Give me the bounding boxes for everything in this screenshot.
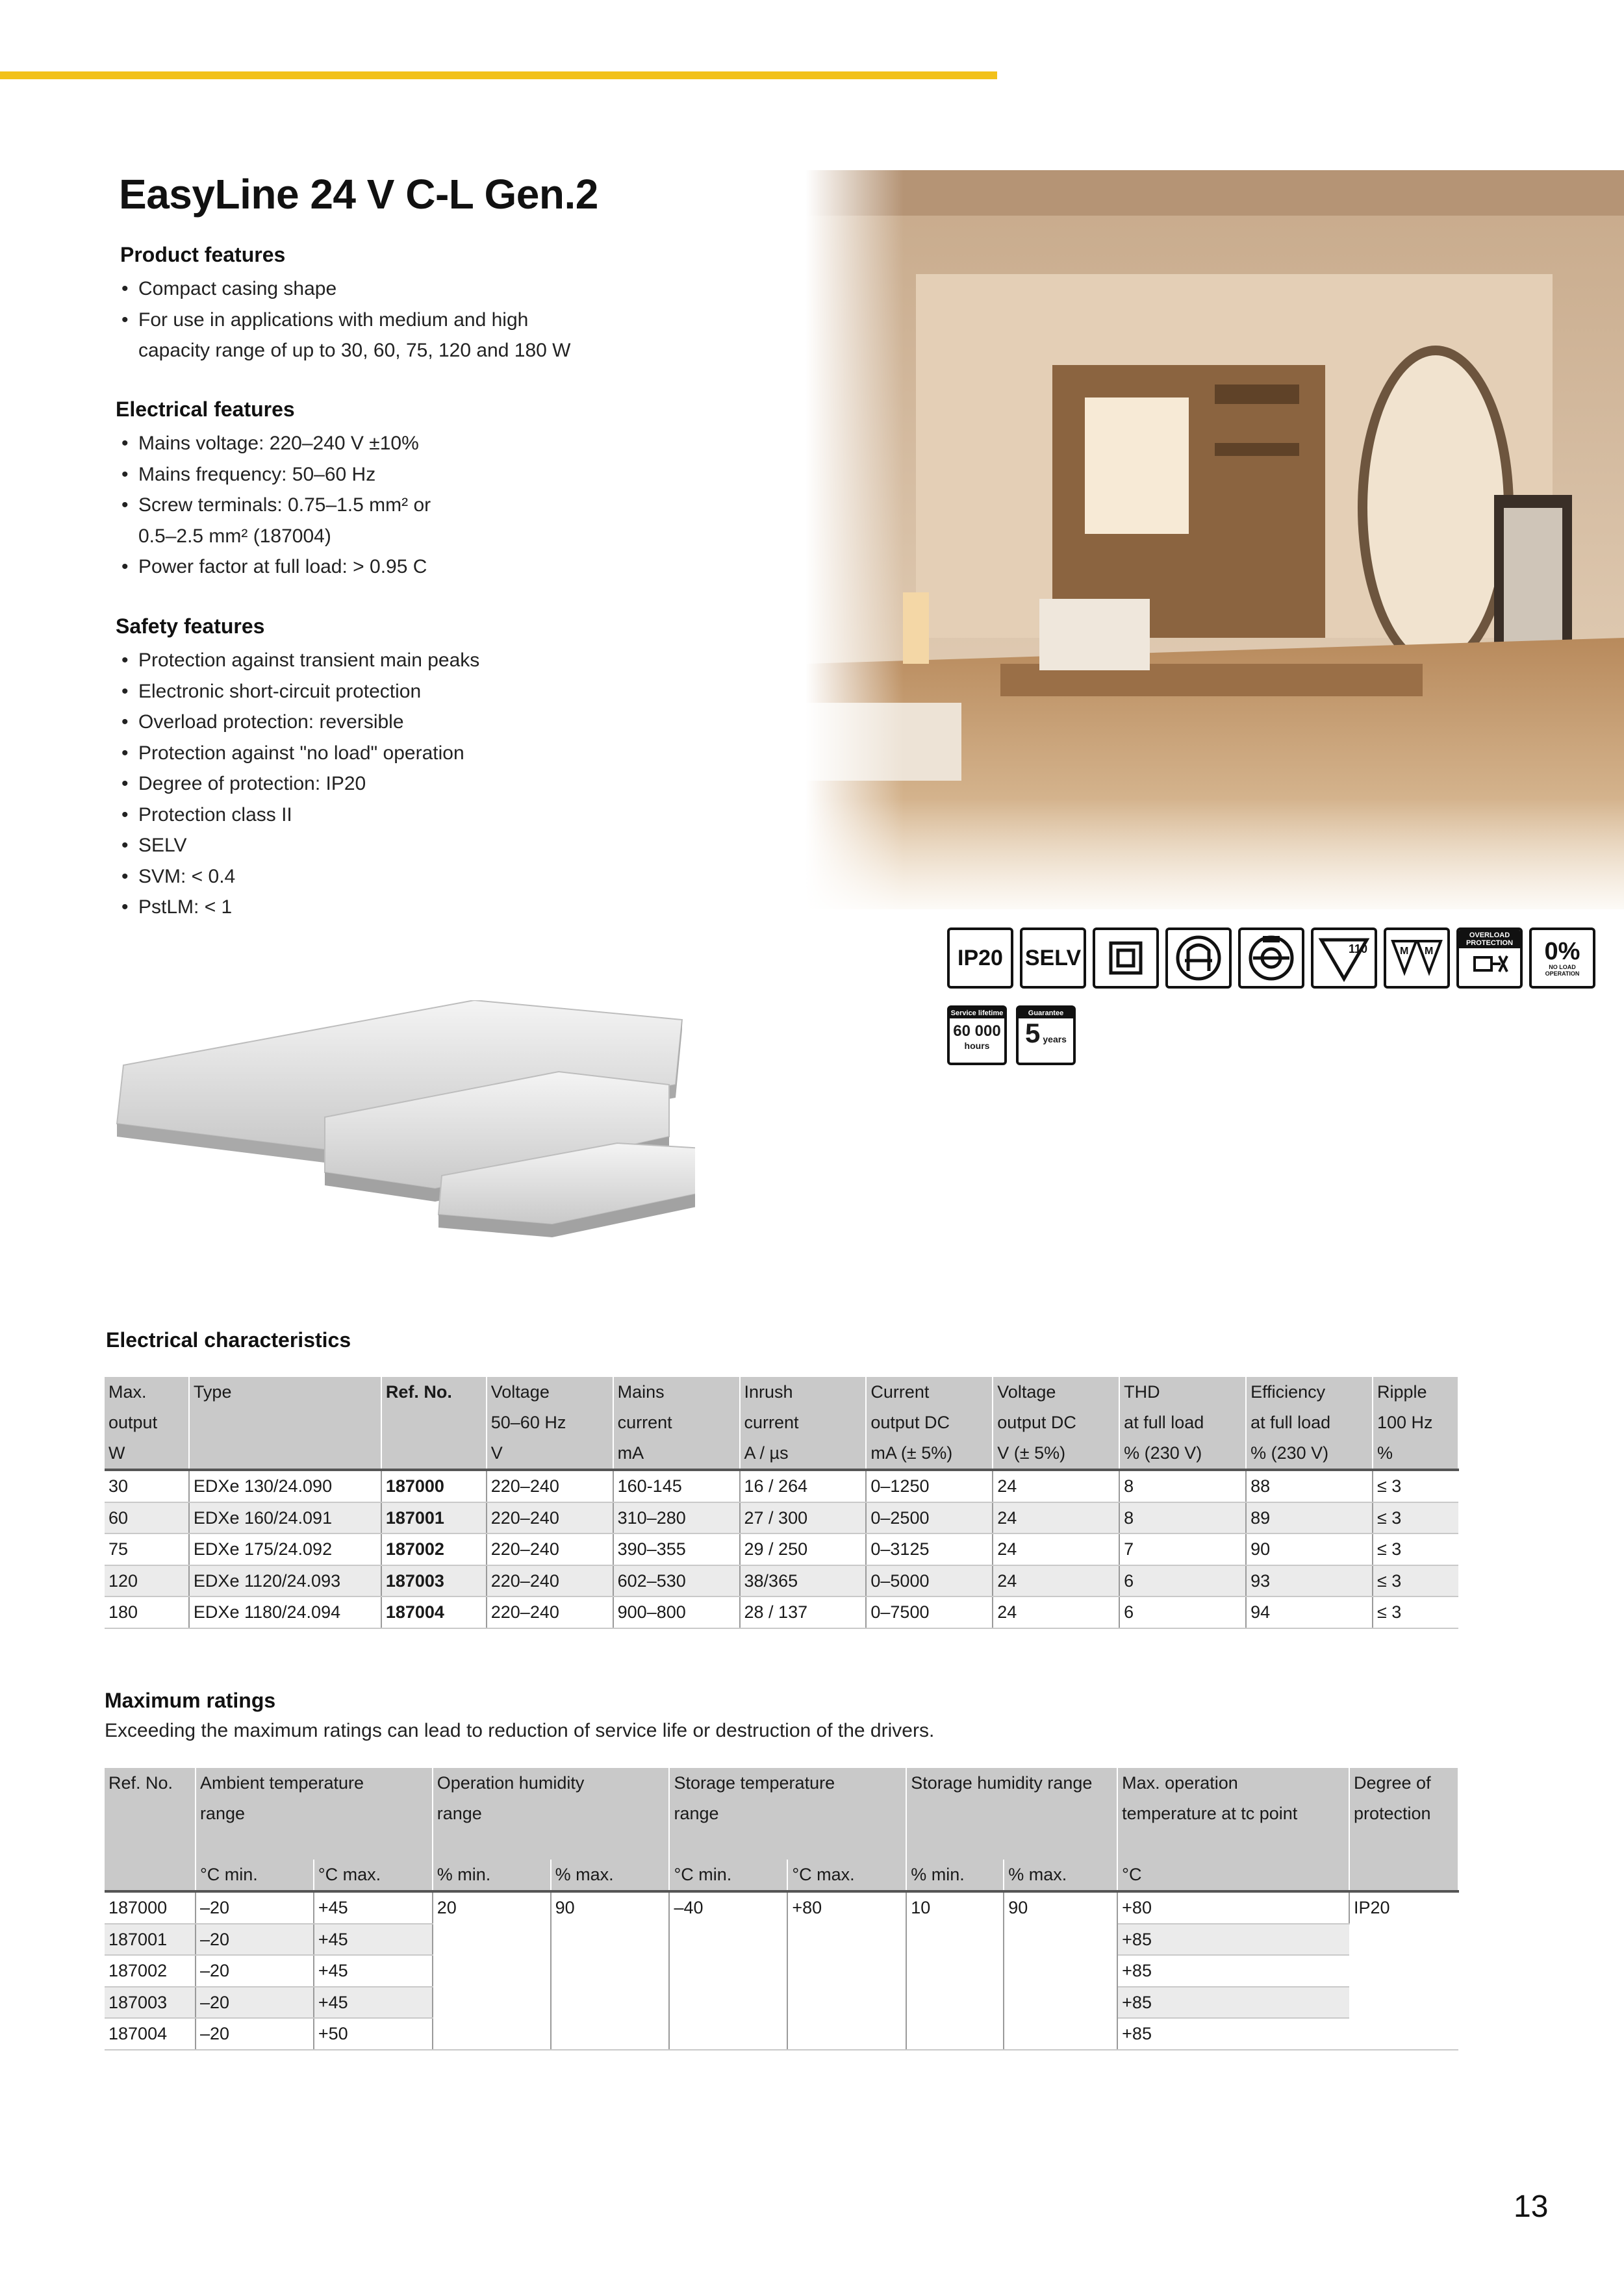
header-cell: Max. operation temperature at tc point — [1117, 1768, 1349, 1860]
header-cell: Ripple 100 Hz % — [1373, 1377, 1458, 1470]
noload-sub: NO LOAD OPERATION — [1545, 964, 1580, 977]
table-cell: +50 — [314, 2018, 433, 2050]
safety-features-list — [119, 645, 479, 923]
table-cell: 8 — [1119, 1470, 1246, 1502]
table-cell: 187002 — [381, 1533, 487, 1565]
table-cell: 16 / 264 — [740, 1470, 867, 1502]
table-cell: +85 — [1117, 1955, 1349, 1987]
independent-control-gear-icon — [1165, 927, 1232, 989]
table-cell: 120 — [105, 1565, 189, 1597]
table-cell: 90 — [551, 1891, 670, 2050]
table-cell: 220–240 — [487, 1596, 613, 1628]
table-cell: 29 / 250 — [740, 1533, 867, 1565]
table-cell: 24 — [993, 1533, 1119, 1565]
overload-label: OVERLOAD PROTECTION — [1459, 930, 1520, 948]
maximum-ratings-heading: Maximum ratings — [105, 1689, 276, 1712]
list-item: • Protection against "no load" operation — [119, 738, 479, 769]
header-cell: % max. — [551, 1860, 670, 1891]
table-cell: 0–3125 — [866, 1533, 993, 1565]
table-cell: –20 — [196, 1891, 314, 1924]
table-cell: 24 — [993, 1596, 1119, 1628]
table-cell: EDXe 175/24.092 — [189, 1533, 381, 1565]
list-item: • SELV — [119, 830, 479, 861]
table-cell: 187000 — [381, 1470, 487, 1502]
table-row — [105, 1565, 1458, 1597]
page-title: EasyLine 24 V C-L Gen.2 — [119, 171, 598, 218]
svg-text:M: M — [1400, 946, 1409, 957]
table-cell: 6 — [1119, 1596, 1246, 1628]
table-cell: ≤ 3 — [1373, 1533, 1458, 1565]
electrical-features-list — [119, 428, 431, 583]
table-cell: 8 — [1119, 1502, 1246, 1534]
list-item: 0.5–2.5 mm² (187004) — [138, 525, 331, 547]
list-item: • Protection class II — [119, 800, 479, 831]
header-cell: % max. — [1004, 1860, 1117, 1891]
certification-icons — [947, 927, 1595, 989]
header-cell: Inrush current A / µs — [740, 1377, 867, 1470]
table-cell: 6 — [1119, 1565, 1246, 1597]
table-cell: 187001 — [381, 1502, 487, 1534]
table-cell: 0–5000 — [866, 1565, 993, 1597]
header-cell: Operation humidity range — [433, 1768, 670, 1860]
table-row — [105, 1502, 1458, 1534]
maximum-ratings-table — [105, 1768, 1459, 2050]
table-cell: +85 — [1117, 2018, 1349, 2050]
header-cell: °C — [1117, 1860, 1349, 1891]
table-cell: 0–7500 — [866, 1596, 993, 1628]
table-cell: +80 — [787, 1891, 906, 2050]
header-cell: % min. — [433, 1860, 551, 1891]
list-item: • Protection against transient main peaks — [119, 645, 479, 676]
table-cell: +45 — [314, 1924, 433, 1956]
header-cell: Efficiency at full load % (230 V) — [1246, 1377, 1373, 1470]
overload-protection-icon — [1456, 927, 1523, 989]
ip20-icon: IP20 — [947, 927, 1013, 989]
table-row — [105, 1533, 1458, 1565]
product-features-heading: Product features — [120, 243, 286, 266]
header-cell: Current output DC mA (± 5%) — [866, 1377, 993, 1470]
table-row — [105, 1596, 1458, 1628]
thermal-protection-icon — [1238, 927, 1304, 989]
list-item: • Degree of protection: IP20 — [119, 768, 479, 800]
table-cell: 0–1250 — [866, 1470, 993, 1502]
table-cell: 220–240 — [487, 1533, 613, 1565]
noload-pct: 0% — [1544, 938, 1580, 965]
table-cell: 28 / 137 — [740, 1596, 867, 1628]
selv-icon: SELV — [1020, 927, 1086, 989]
electrical-features-heading: Electrical features — [116, 397, 295, 421]
table-cell: IP20 — [1349, 1891, 1458, 2050]
table-cell: +85 — [1117, 1987, 1349, 2019]
table-cell: +80 — [1117, 1891, 1349, 1924]
table-cell: 24 — [993, 1470, 1119, 1502]
header-cell: Degree of protection — [1349, 1768, 1458, 1860]
header-cell: °C max. — [787, 1860, 906, 1891]
header-cell: Mains current mA — [613, 1377, 740, 1470]
list-item: • Screw terminals: 0.75–1.5 mm² or — [119, 490, 431, 521]
table-cell: +85 — [1117, 1924, 1349, 1956]
svg-text:M: M — [1425, 946, 1434, 957]
header-cell: THD at full load % (230 V) — [1119, 1377, 1246, 1470]
table-cell: 60 — [105, 1502, 189, 1534]
table-cell: +45 — [314, 1891, 433, 1924]
header-cell: Type — [189, 1377, 381, 1470]
table-cell: 187004 — [105, 2018, 196, 2050]
table-cell: 24 — [993, 1565, 1119, 1597]
table-cell: 10 — [906, 1891, 1004, 2050]
page-number: 13 — [1514, 2189, 1549, 2224]
header-cell: % min. — [906, 1860, 1004, 1891]
table-cell: 20 — [433, 1891, 551, 2050]
electrical-characteristics-table — [105, 1377, 1459, 1629]
list-item: • Overload protection: reversible — [119, 707, 479, 738]
table-cell: 187004 — [381, 1596, 487, 1628]
table-row — [105, 1891, 1458, 1924]
table-cell: +45 — [314, 1987, 433, 2019]
table-cell: 187000 — [105, 1891, 196, 1924]
table-cell: 38/365 — [740, 1565, 867, 1597]
header-cell: Voltage output DC V (± 5%) — [993, 1377, 1119, 1470]
table-cell: 88 — [1246, 1470, 1373, 1502]
header-cell: Storage temperature range — [669, 1768, 906, 1860]
service-lifetime-icon: Service lifetime 60 000 hours — [947, 1005, 1007, 1065]
table-cell: 27 / 300 — [740, 1502, 867, 1534]
table-cell: 89 — [1246, 1502, 1373, 1534]
list-item: • Mains voltage: 220–240 V ±10% — [119, 428, 431, 459]
guarantee-icon: Guarantee 5 years — [1016, 1005, 1076, 1065]
no-load-operation-icon — [1529, 927, 1595, 989]
header-cell: °C min. — [196, 1860, 314, 1891]
header-cell: °C min. — [669, 1860, 787, 1891]
table-cell: ≤ 3 — [1373, 1596, 1458, 1628]
list-item: • PstLM: < 1 — [119, 892, 479, 923]
table-cell: 30 — [105, 1470, 189, 1502]
header-cell: Max. output W — [105, 1377, 189, 1470]
table-cell: EDXe 1180/24.094 — [189, 1596, 381, 1628]
header-cell: °C max. — [314, 1860, 433, 1891]
temp-label: 110 — [1349, 942, 1368, 955]
table-cell: –20 — [196, 1955, 314, 1987]
list-item: • Compact casing shape — [119, 273, 570, 305]
table-cell: 220–240 — [487, 1565, 613, 1597]
table-cell: EDXe 160/24.091 — [189, 1502, 381, 1534]
list-item: • Mains frequency: 50–60 Hz — [119, 459, 431, 490]
table-cell: ≤ 3 — [1373, 1565, 1458, 1597]
list-item: • Power factor at full load: > 0.95 C — [119, 551, 431, 583]
list-item: • For use in applications with medium and high — [119, 305, 570, 336]
table-header-row — [105, 1377, 1458, 1470]
electrical-characteristics-heading: Electrical characteristics — [106, 1328, 351, 1352]
header-cell — [105, 1860, 196, 1891]
table-cell: 390–355 — [613, 1533, 740, 1565]
interior-photo — [806, 170, 1624, 909]
table-header-row — [105, 1768, 1458, 1860]
list-item: • SVM: < 0.4 — [119, 861, 479, 892]
header-cell: Storage humidity range — [906, 1768, 1117, 1860]
table-cell: 187001 — [105, 1924, 196, 1956]
product-features-list — [119, 273, 570, 366]
table-cell: EDXe 130/24.090 — [189, 1470, 381, 1502]
table-cell: –20 — [196, 1987, 314, 2019]
table-cell: 220–240 — [487, 1470, 613, 1502]
table-cell: 602–530 — [613, 1565, 740, 1597]
table-cell: 93 — [1246, 1565, 1373, 1597]
table-cell: –40 — [669, 1891, 787, 2050]
protection-class-ii-icon — [1093, 927, 1159, 989]
header-cell: Voltage 50–60 Hz V — [487, 1377, 613, 1470]
table-cell: 0–2500 — [866, 1502, 993, 1534]
accent-bar — [0, 71, 997, 79]
table-cell: 90 — [1246, 1533, 1373, 1565]
table-cell: 94 — [1246, 1596, 1373, 1628]
list-item: capacity range of up to 30, 60, 75, 120 and 180 W — [138, 340, 571, 361]
product-image — [110, 1000, 695, 1260]
table-cell: 7 — [1119, 1533, 1246, 1565]
table-cell: EDXe 1120/24.093 — [189, 1565, 381, 1597]
list-item: • Electronic short-circuit protection — [119, 676, 479, 707]
table-cell: 220–240 — [487, 1502, 613, 1534]
table-subheader-row — [105, 1860, 1458, 1891]
header-cell: Ref. No. — [381, 1377, 487, 1470]
header-cell: Ambient temperature range — [196, 1768, 433, 1860]
table-cell: 187003 — [105, 1987, 196, 2019]
table-cell: –20 — [196, 1924, 314, 1956]
safety-features-heading: Safety features — [116, 614, 265, 638]
table-row — [105, 1470, 1458, 1502]
maximum-ratings-note: Exceeding the maximum ratings can lead to reduction of service life or destruction of the drivers. — [105, 1720, 935, 1741]
header-cell — [1349, 1860, 1458, 1891]
table-cell: 310–280 — [613, 1502, 740, 1534]
table-cell: ≤ 3 — [1373, 1470, 1458, 1502]
table-cell: +45 — [314, 1955, 433, 1987]
table-cell: –20 — [196, 2018, 314, 2050]
lifetime-icons — [947, 1005, 1076, 1065]
table-cell: 90 — [1004, 1891, 1117, 2050]
table-cell: 180 — [105, 1596, 189, 1628]
header-cell: Ref. No. — [105, 1768, 196, 1860]
table-cell: 75 — [105, 1533, 189, 1565]
table-cell: 187002 — [105, 1955, 196, 1987]
table-cell: 900–800 — [613, 1596, 740, 1628]
furniture-mounting-icon — [1384, 927, 1450, 989]
table-cell: 160-145 — [613, 1470, 740, 1502]
temperature-110-icon — [1311, 927, 1377, 989]
table-cell: 187003 — [381, 1565, 487, 1597]
table-cell: ≤ 3 — [1373, 1502, 1458, 1534]
table-cell: 24 — [993, 1502, 1119, 1534]
